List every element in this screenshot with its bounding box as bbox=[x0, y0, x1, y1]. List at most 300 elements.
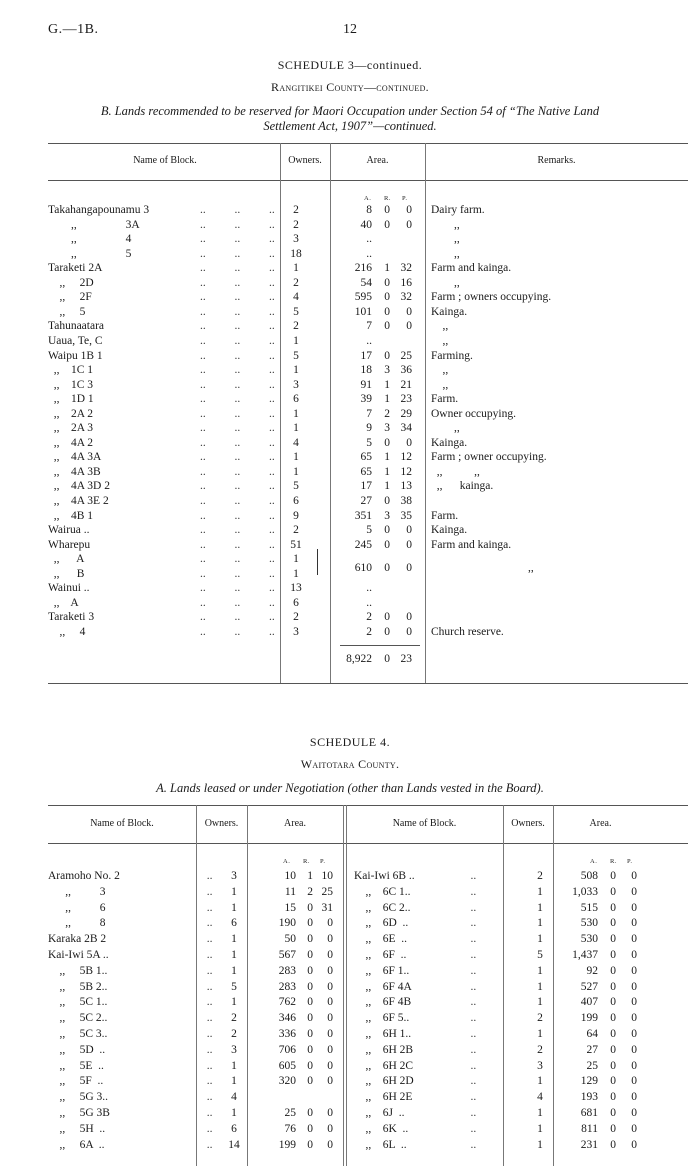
area-acres: 15 bbox=[284, 901, 296, 914]
area-perches: 0 bbox=[327, 1043, 333, 1056]
leader-dots: .. .. .. bbox=[200, 480, 275, 493]
area-acres: 8 bbox=[366, 204, 372, 216]
block-name: Uaua, Te, C bbox=[48, 335, 103, 347]
area-perches: 10 bbox=[321, 870, 333, 882]
area-roods: 0 bbox=[384, 291, 390, 304]
remarks: ,, ,, bbox=[431, 465, 480, 478]
page-number: 12 bbox=[343, 22, 357, 37]
area-roods: 0 bbox=[307, 964, 313, 977]
area-acres: 101 bbox=[354, 305, 372, 318]
block-name: ,, 2D bbox=[48, 276, 94, 289]
table-row bbox=[48, 436, 688, 450]
table-row bbox=[354, 869, 694, 883]
area-acres: 25 bbox=[284, 1107, 296, 1119]
table-row bbox=[48, 916, 388, 930]
area-perches: 29 bbox=[400, 407, 412, 420]
owners-count: 1 bbox=[293, 335, 299, 347]
schedule4-col-area-right: Area. bbox=[589, 818, 612, 829]
area-perches: 0 bbox=[406, 305, 412, 318]
area-roods: 0 bbox=[610, 1043, 616, 1056]
leader-dots: .. .. .. bbox=[200, 611, 275, 624]
area-perches: 0 bbox=[631, 1075, 637, 1088]
area-acres: 27 bbox=[360, 495, 372, 507]
leader-dots: .. bbox=[436, 933, 477, 946]
leader-dots: .. bbox=[436, 870, 477, 882]
area-roods: 0 bbox=[384, 495, 390, 507]
remarks: Kainga. bbox=[431, 436, 468, 449]
leader-dots: .. bbox=[178, 917, 213, 930]
owners-count: 2 bbox=[537, 1043, 543, 1056]
leader-dots: .. bbox=[436, 980, 477, 993]
table-row bbox=[48, 901, 388, 915]
table-row bbox=[48, 465, 688, 479]
leader-dots: .. .. .. bbox=[200, 291, 275, 304]
owners-count: 2 bbox=[537, 1012, 543, 1025]
block-name: ,, 4A 3E 2 bbox=[48, 495, 109, 507]
block-name: Kai-Iwi 6B .. bbox=[354, 870, 415, 882]
area-roods: 0 bbox=[610, 885, 616, 898]
area-roods: 0 bbox=[384, 626, 390, 638]
block-name: ,, 6F .. bbox=[354, 949, 407, 961]
leader-dots: .. bbox=[436, 1091, 477, 1104]
area-acres: 231 bbox=[580, 1138, 598, 1151]
leader-dots: .. bbox=[436, 1012, 477, 1025]
schedule4-col-owners-right: Owners. bbox=[511, 818, 545, 829]
block-name: ,, 4 bbox=[48, 626, 86, 638]
owners-count: 1 bbox=[537, 980, 543, 993]
block-name: ,, A bbox=[48, 596, 79, 609]
unit-perches: P. bbox=[320, 858, 326, 865]
leader-dots: .. bbox=[178, 885, 213, 898]
area-acres: 18 bbox=[360, 364, 372, 377]
block-name: ,, 5 bbox=[48, 247, 132, 260]
table-row bbox=[48, 450, 688, 464]
block-name: Kai-Iwi 5A .. bbox=[48, 949, 109, 961]
leader-dots: .. bbox=[178, 933, 213, 946]
block-name: ,, 6H 1.. bbox=[354, 1028, 412, 1040]
leader-dots: .. .. .. bbox=[200, 335, 275, 347]
owners-count: 1 bbox=[231, 901, 237, 914]
leader-dots: .. .. .. bbox=[200, 204, 275, 216]
area-acres: .. bbox=[366, 582, 372, 595]
table-row bbox=[354, 964, 694, 978]
table-row bbox=[48, 261, 688, 275]
leader-dots: .. bbox=[178, 1091, 213, 1104]
block-name: ,, 5C 2.. bbox=[48, 1012, 108, 1025]
area-perches: 0 bbox=[631, 870, 637, 882]
owners-count: 1 bbox=[231, 949, 237, 961]
leader-dots: .. .. .. bbox=[200, 451, 275, 464]
owners-count: 1 bbox=[293, 422, 299, 435]
table-row bbox=[48, 276, 688, 290]
block-name: ,, 1C 3 bbox=[48, 378, 94, 391]
area-acres: 17 bbox=[360, 349, 372, 362]
area-roods: 0 bbox=[307, 1043, 313, 1056]
owners-count: 1 bbox=[537, 917, 543, 930]
table-row bbox=[48, 349, 688, 363]
remarks: ,, bbox=[431, 364, 449, 377]
unit-perches: P. bbox=[402, 195, 408, 202]
area-roods: 0 bbox=[307, 1012, 313, 1025]
block-name: ,, 1D 1 bbox=[48, 393, 94, 406]
remarks: ,, bbox=[431, 320, 449, 333]
owners-count: 1 bbox=[537, 885, 543, 898]
area-roods: 0 bbox=[307, 901, 313, 914]
block-name: Karaka 2B 2 bbox=[48, 933, 107, 946]
block-name: ,, 4A 3D 2 bbox=[48, 480, 110, 493]
area-roods: 2 bbox=[384, 407, 390, 420]
area-perches: 32 bbox=[400, 262, 412, 275]
area-perches: 38 bbox=[400, 495, 412, 507]
owners-count: 1 bbox=[537, 964, 543, 977]
table-row bbox=[48, 1043, 388, 1057]
area-acres: 407 bbox=[580, 996, 598, 1009]
unit-roods: R. bbox=[384, 195, 391, 202]
area-roods: 0 bbox=[307, 1138, 313, 1151]
area-acres: 65 bbox=[360, 465, 372, 478]
area-acres: 320 bbox=[278, 1075, 296, 1088]
area-acres: 76 bbox=[284, 1122, 296, 1135]
area-acres: 681 bbox=[580, 1107, 598, 1119]
area-acres: 11 bbox=[284, 885, 296, 898]
leader-dots: .. bbox=[178, 901, 213, 914]
leader-dots: .. bbox=[436, 1122, 477, 1135]
block-name: ,, 5E .. bbox=[48, 1059, 104, 1072]
area-roods: 0 bbox=[610, 1075, 616, 1088]
owners-count: 3 bbox=[231, 1043, 237, 1056]
area-roods: 0 bbox=[307, 1075, 313, 1088]
block-name: ,, 4A 2 bbox=[48, 436, 94, 449]
area-perches: 0 bbox=[327, 964, 333, 977]
leader-dots: .. bbox=[178, 1012, 213, 1025]
area-perches: 0 bbox=[631, 901, 637, 914]
block-name: ,, 6C 1.. bbox=[354, 885, 411, 898]
area-acres: 190 bbox=[278, 917, 296, 930]
area-acres: 5 bbox=[366, 436, 372, 449]
schedule3-total-rule bbox=[340, 645, 420, 646]
schedule3-col-area: Area. bbox=[366, 155, 389, 166]
block-name: ,, 5B 1.. bbox=[48, 964, 108, 977]
area-acres: 129 bbox=[580, 1075, 598, 1088]
owners-count: 5 bbox=[231, 980, 237, 993]
leader-dots: .. bbox=[436, 901, 477, 914]
area-acres: 2 bbox=[366, 626, 372, 638]
table-row bbox=[354, 932, 694, 946]
area-acres: 216 bbox=[354, 262, 372, 275]
table-row bbox=[354, 1074, 694, 1088]
area-roods: 1 bbox=[384, 451, 390, 464]
owners-count: 6 bbox=[231, 1122, 237, 1135]
area-acres: 7 bbox=[366, 320, 372, 333]
table-row bbox=[48, 319, 688, 333]
owners-count: 6 bbox=[293, 596, 299, 609]
owners-count: 4 bbox=[231, 1091, 237, 1104]
area-perches: 25 bbox=[400, 349, 412, 362]
area-acres: 9 bbox=[366, 422, 372, 435]
area-acres: 605 bbox=[278, 1059, 296, 1072]
block-name: ,, 4B 1 bbox=[48, 509, 94, 522]
leader-dots: .. bbox=[436, 885, 477, 898]
area-perches: 0 bbox=[327, 996, 333, 1009]
area-acres: 706 bbox=[278, 1043, 296, 1056]
area-roods: 1 bbox=[384, 378, 390, 391]
area-perches: 0 bbox=[327, 1059, 333, 1072]
owners-count: 3 bbox=[293, 378, 299, 391]
area-acres: 515 bbox=[580, 901, 598, 914]
block-name: ,, 6E .. bbox=[354, 933, 408, 946]
leader-dots: .. bbox=[178, 1059, 213, 1072]
area-roods: 0 bbox=[610, 1012, 616, 1025]
schedule3-subtitle-line2: Settlement Act, 1907”—continued. bbox=[263, 119, 437, 133]
table-row bbox=[354, 1059, 694, 1073]
table-row bbox=[354, 1090, 694, 1104]
block-name: ,, 1C 1 bbox=[48, 364, 94, 377]
owners-count: 2 bbox=[537, 870, 543, 882]
owners-count: 2 bbox=[293, 218, 299, 231]
area-perches: 34 bbox=[400, 422, 412, 435]
area-roods: 1 bbox=[307, 870, 313, 882]
owners-count: 51 bbox=[290, 538, 302, 551]
area-roods: 0 bbox=[384, 538, 390, 551]
area-acres: 65 bbox=[360, 451, 372, 464]
owners-count: 1 bbox=[231, 996, 237, 1009]
leader-dots: .. bbox=[436, 1075, 477, 1088]
schedule3-total-row bbox=[48, 652, 688, 666]
remarks: Farm and kainga. bbox=[431, 262, 512, 275]
table-row bbox=[354, 980, 694, 994]
block-name: ,, 6J .. bbox=[354, 1107, 405, 1119]
bracket-mark bbox=[313, 549, 318, 575]
area-roods: 0 bbox=[610, 964, 616, 977]
table-row bbox=[48, 392, 688, 406]
total-roods: 0 bbox=[384, 653, 390, 665]
leader-dots: .. .. .. bbox=[200, 305, 275, 318]
block-name: Wairua .. bbox=[48, 524, 90, 537]
schedule3-county: Rangitikei County—continued. bbox=[271, 80, 429, 94]
block-name: ,, 5G 3B bbox=[48, 1107, 110, 1119]
area-perches: 16 bbox=[400, 276, 412, 289]
total-perches: 23 bbox=[400, 653, 412, 665]
leader-dots: .. bbox=[178, 870, 213, 882]
owners-count: 2 bbox=[293, 611, 299, 624]
remarks: Farm ; owner occupying. bbox=[431, 451, 547, 464]
leader-dots: .. bbox=[436, 917, 477, 930]
schedule3-col-owners: Owners. bbox=[288, 155, 322, 166]
area-acres: 283 bbox=[278, 964, 296, 977]
area-perches: 0 bbox=[631, 1012, 637, 1025]
area-acres: 17 bbox=[360, 480, 372, 493]
table-row bbox=[48, 1122, 388, 1136]
table-row bbox=[48, 869, 388, 883]
block-name: ,, 6A .. bbox=[48, 1138, 105, 1151]
area-roods: 0 bbox=[384, 320, 390, 333]
block-name: ,, 6D .. bbox=[354, 917, 409, 930]
leader-dots: .. bbox=[178, 1043, 213, 1056]
leader-dots: .. bbox=[436, 1107, 477, 1119]
block-name: ,, 2A 2 bbox=[48, 407, 94, 420]
area-roods: 0 bbox=[610, 870, 616, 882]
area-acres: 811 bbox=[581, 1122, 598, 1135]
area-perches: 0 bbox=[406, 320, 412, 333]
remarks: Dairy farm. bbox=[431, 204, 485, 216]
table-row bbox=[48, 1090, 388, 1104]
table-row bbox=[48, 980, 388, 994]
area-roods: 0 bbox=[307, 1059, 313, 1072]
area-roods: 0 bbox=[307, 1122, 313, 1135]
schedule3-title: SCHEDULE 3—continued. bbox=[277, 58, 423, 72]
schedule4-header-rule bbox=[48, 843, 688, 844]
leader-dots: .. bbox=[436, 1043, 477, 1056]
leader-dots: .. bbox=[178, 964, 213, 977]
leader-dots: .. .. .. bbox=[200, 233, 275, 246]
leader-dots: .. bbox=[178, 949, 213, 961]
table-row bbox=[48, 203, 688, 217]
area-roods: 0 bbox=[307, 980, 313, 993]
owners-count: 2 bbox=[231, 1028, 237, 1040]
schedule3-bottom-rule bbox=[48, 683, 688, 684]
owners-count: 5 bbox=[293, 480, 299, 493]
area-acres: 762 bbox=[278, 996, 296, 1009]
area-roods: 3 bbox=[384, 364, 390, 377]
remarks: ,, bbox=[528, 562, 534, 574]
table-row bbox=[48, 378, 688, 392]
leader-dots: .. .. .. bbox=[200, 349, 275, 362]
table-row bbox=[354, 901, 694, 915]
table-row bbox=[48, 407, 688, 421]
unit-acres: A. bbox=[590, 858, 598, 865]
leader-dots: .. bbox=[436, 996, 477, 1009]
leader-dots: .. .. .. bbox=[200, 567, 275, 580]
block-name: ,, 6F 1.. bbox=[354, 964, 410, 977]
area-acres: 530 bbox=[580, 917, 598, 930]
leader-dots: .. .. .. bbox=[200, 509, 275, 522]
area-acres: 530 bbox=[580, 933, 598, 946]
area-roods: 0 bbox=[384, 562, 390, 574]
area-acres: .. bbox=[366, 233, 372, 246]
block-name: ,, 4A 3A bbox=[48, 451, 102, 464]
area-acres: 39 bbox=[360, 393, 372, 406]
area-acres: 336 bbox=[278, 1028, 296, 1040]
block-name: ,, 6C 2.. bbox=[354, 901, 411, 914]
owners-count: 1 bbox=[231, 1059, 237, 1072]
owners-count: 1 bbox=[537, 1075, 543, 1088]
table-row bbox=[354, 1027, 694, 1041]
owners-count: 13 bbox=[290, 582, 302, 595]
block-name: ,, B bbox=[48, 567, 85, 580]
table-row bbox=[48, 305, 688, 319]
area-perches: 0 bbox=[631, 933, 637, 946]
area-roods: 0 bbox=[610, 1107, 616, 1119]
leader-dots: .. bbox=[436, 949, 477, 961]
area-acres: .. bbox=[366, 247, 372, 260]
area-perches: 0 bbox=[327, 1138, 333, 1151]
area-acres: 595 bbox=[354, 291, 372, 304]
area-perches: 0 bbox=[631, 1028, 637, 1040]
area-roods: 0 bbox=[610, 1138, 616, 1151]
area-acres: 7 bbox=[366, 407, 372, 420]
area-perches: 0 bbox=[631, 964, 637, 977]
table-row bbox=[48, 1059, 388, 1073]
area-roods: 0 bbox=[610, 1028, 616, 1040]
owners-count: 1 bbox=[293, 465, 299, 478]
area-acres: 27 bbox=[586, 1043, 598, 1056]
area-perches: 0 bbox=[406, 218, 412, 231]
remarks: Church reserve. bbox=[431, 626, 504, 638]
table-row bbox=[48, 494, 688, 508]
area-roods: 0 bbox=[384, 611, 390, 624]
area-acres: 508 bbox=[580, 870, 598, 882]
remarks: Kainga. bbox=[431, 305, 468, 318]
area-roods: 0 bbox=[384, 218, 390, 231]
area-roods: 0 bbox=[610, 1091, 616, 1104]
table-row bbox=[48, 1027, 388, 1041]
leader-dots: .. .. .. bbox=[200, 495, 275, 507]
table-row bbox=[48, 625, 688, 639]
table-row bbox=[48, 421, 688, 435]
area-roods: 0 bbox=[307, 1028, 313, 1040]
remarks: ,, bbox=[431, 233, 460, 246]
owners-count: 1 bbox=[537, 1107, 543, 1119]
leader-dots: .. .. .. bbox=[200, 276, 275, 289]
area-perches: 0 bbox=[406, 436, 412, 449]
block-name: ,, 6H 2E bbox=[354, 1091, 413, 1104]
area-roods: 0 bbox=[384, 349, 390, 362]
table-row bbox=[354, 1043, 694, 1057]
block-name: Wainui .. bbox=[48, 582, 90, 595]
schedule4-col-owners-left: Owners. bbox=[204, 818, 239, 829]
leader-dots: .. .. .. bbox=[200, 626, 275, 638]
block-name: ,, 5H .. bbox=[48, 1122, 106, 1135]
area-perches: 32 bbox=[400, 291, 412, 304]
block-name: ,, 4 bbox=[48, 233, 132, 246]
area-roods: 3 bbox=[384, 422, 390, 435]
block-name: Taraketi 3 bbox=[48, 611, 95, 624]
block-name: ,, 6F 5.. bbox=[354, 1012, 410, 1025]
block-name: ,, 2A 3 bbox=[48, 422, 94, 435]
leader-dots: .. .. .. bbox=[200, 422, 275, 435]
area-acres: 64 bbox=[586, 1028, 598, 1040]
leader-dots: .. bbox=[436, 964, 477, 977]
area-roods: 0 bbox=[384, 524, 390, 537]
leader-dots: .. bbox=[178, 996, 213, 1009]
area-perches: 0 bbox=[327, 1075, 333, 1088]
remarks: ,, bbox=[431, 276, 460, 289]
unit-acres: A. bbox=[364, 195, 372, 202]
schedule4-col-name-left: Name of Block. bbox=[90, 818, 154, 829]
owners-count: 1 bbox=[231, 1107, 237, 1119]
area-roods: 0 bbox=[610, 949, 616, 961]
area-acres: 193 bbox=[580, 1091, 598, 1104]
leader-dots: .. .. .. bbox=[200, 364, 275, 377]
area-perches: 0 bbox=[631, 1122, 637, 1135]
area-perches: 0 bbox=[406, 204, 412, 216]
area-perches: 0 bbox=[327, 1028, 333, 1040]
area-perches: 0 bbox=[631, 885, 637, 898]
area-roods: 3 bbox=[384, 509, 390, 522]
block-name: ,, 6K .. bbox=[354, 1122, 409, 1135]
area-roods: 0 bbox=[384, 276, 390, 289]
schedule4-subtitle: A. Lands leased or under Negotiation (other than Lands vested in the Board). bbox=[156, 781, 544, 795]
leader-dots: .. .. .. bbox=[200, 378, 275, 391]
area-roods: 0 bbox=[384, 436, 390, 449]
block-name: ,, A bbox=[48, 553, 85, 566]
area-perches: 0 bbox=[631, 1043, 637, 1056]
area-perches: 0 bbox=[631, 1138, 637, 1151]
leader-dots: .. .. .. bbox=[200, 320, 275, 333]
owners-count: 3 bbox=[293, 233, 299, 246]
remarks: Farming. bbox=[431, 349, 473, 362]
area-perches: 36 bbox=[400, 364, 412, 377]
